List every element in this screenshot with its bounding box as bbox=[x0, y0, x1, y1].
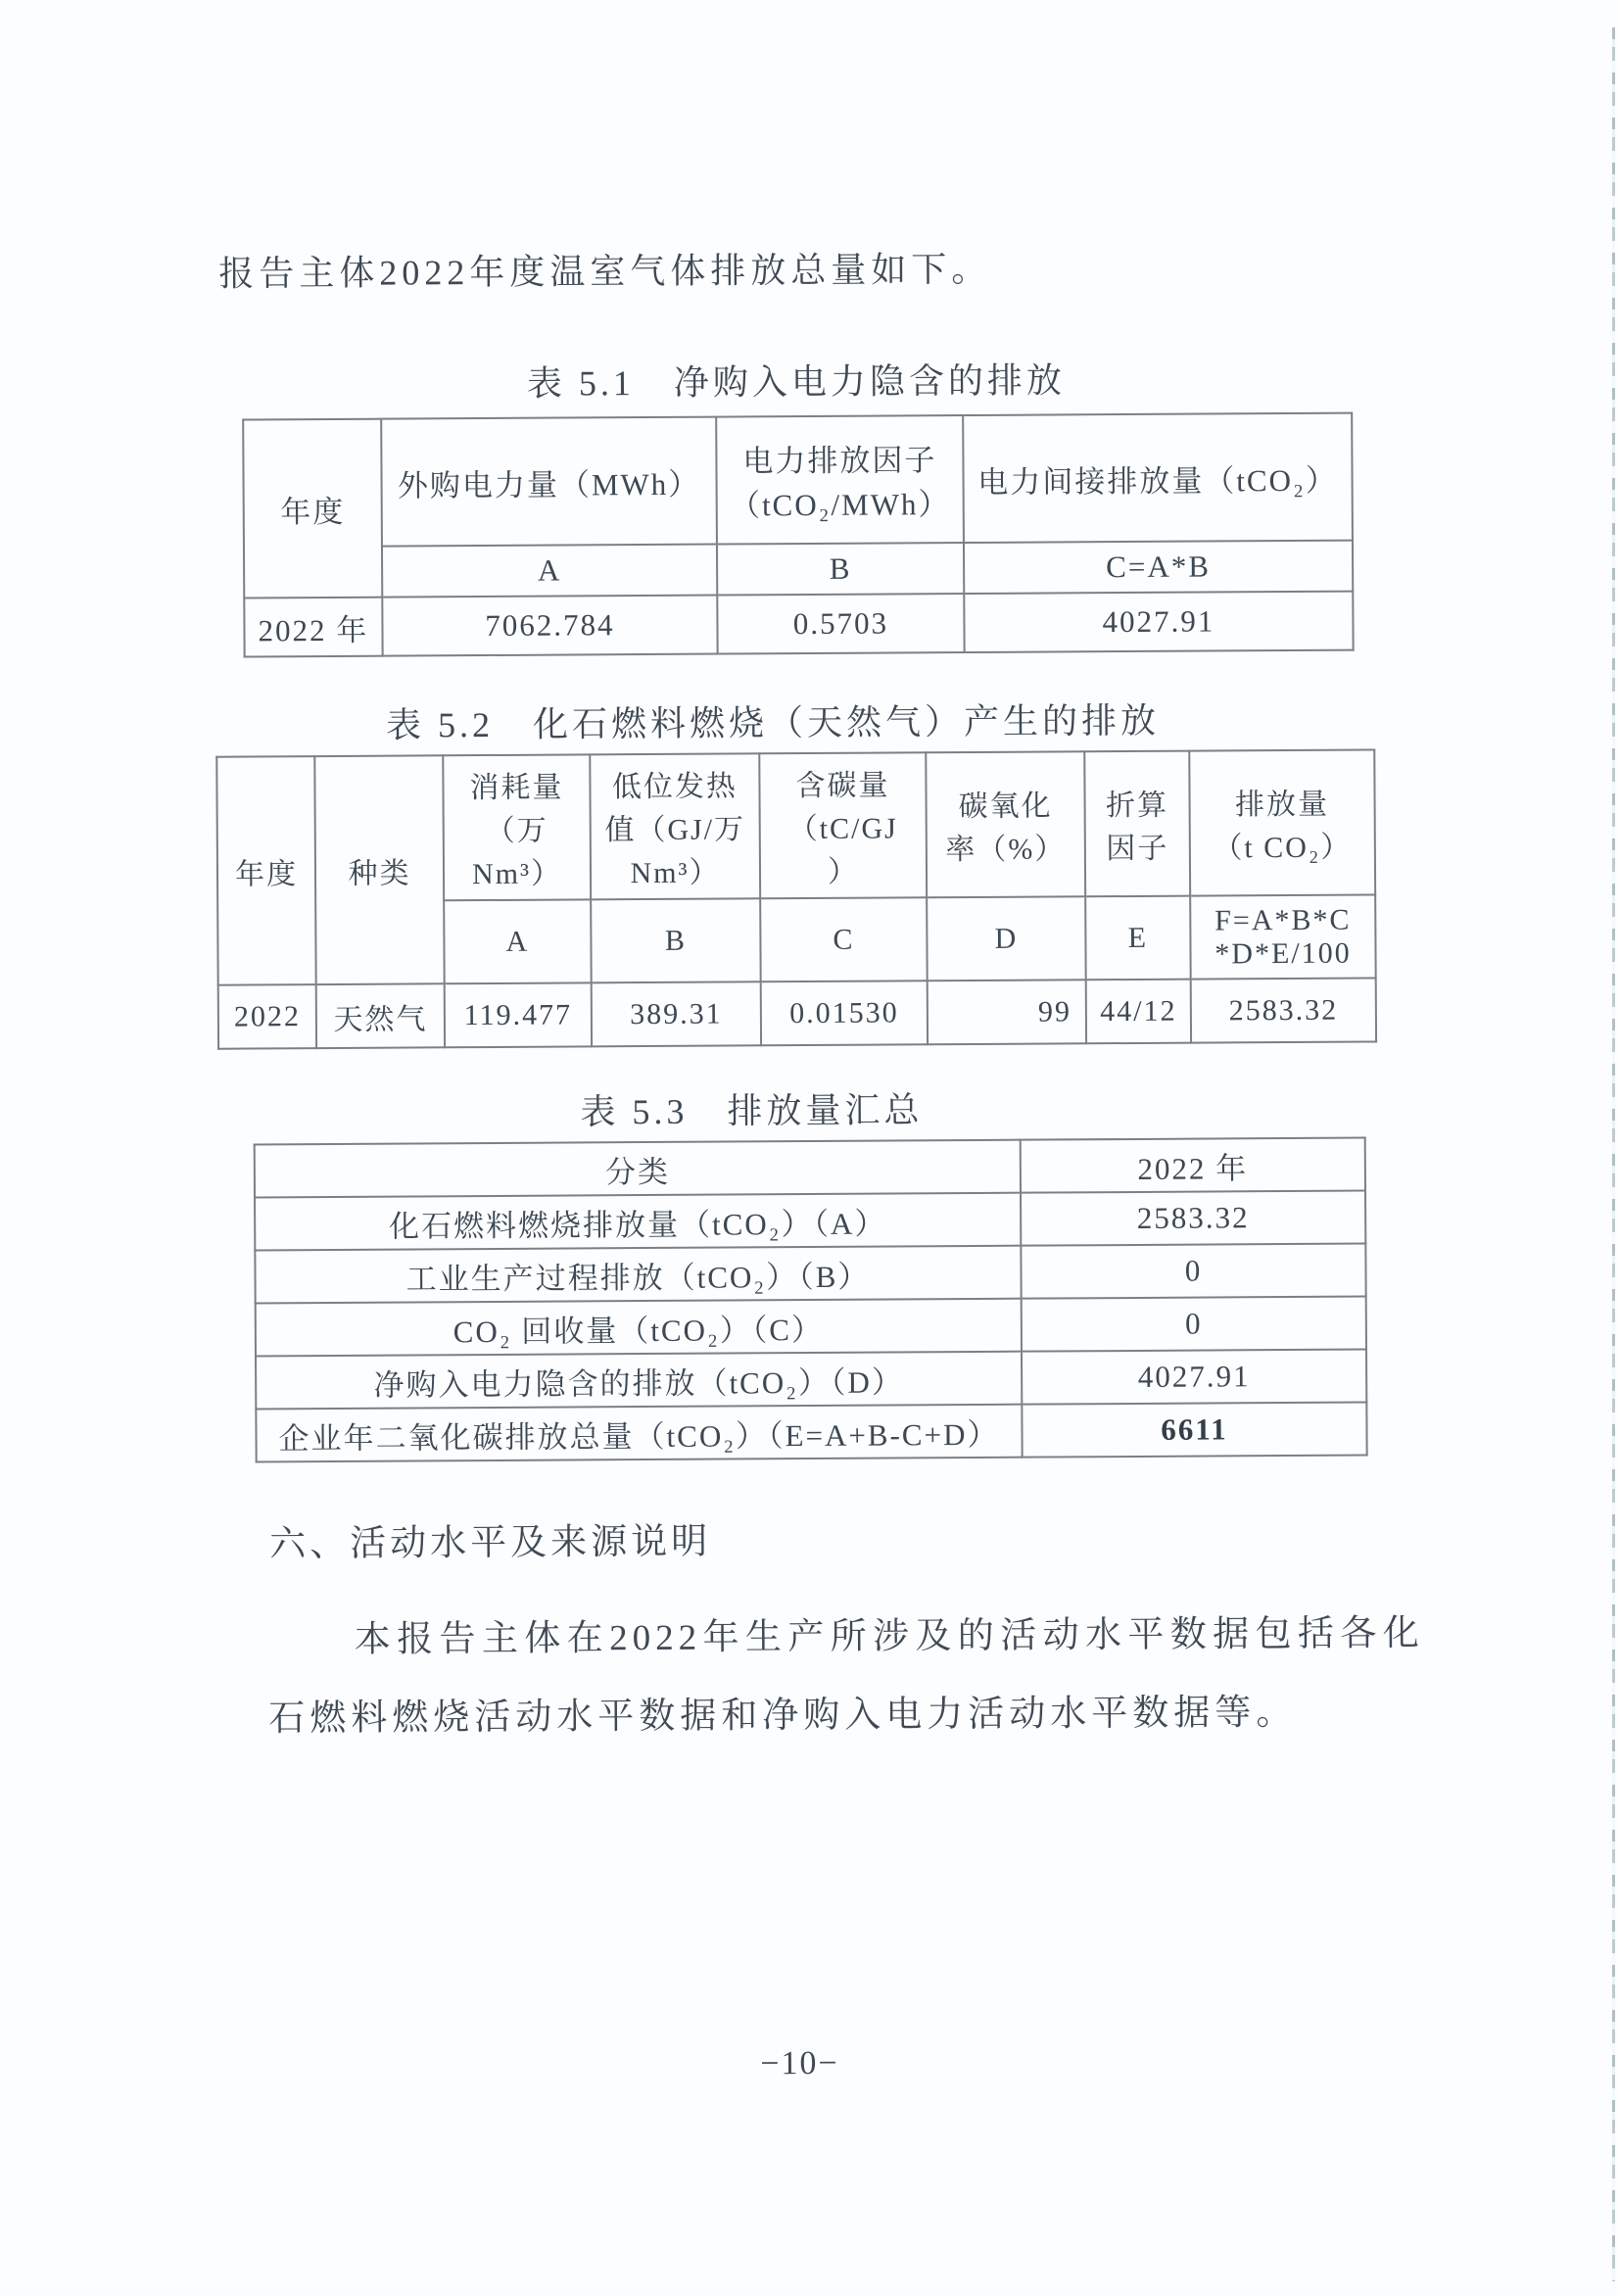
table-5-1-header-row bbox=[243, 413, 1353, 548]
header-cell-emission: 排放量 （t CO₂） bbox=[1189, 749, 1375, 895]
cell-carbon-content-value: 0.01530 bbox=[761, 981, 928, 1045]
intro-text: 报告主体2022年度温室气体排放总量如下。 bbox=[218, 249, 992, 294]
table-row bbox=[255, 1191, 1365, 1251]
table-5-2-caption: 表 5.2 化石燃料燃烧（天然气）产生的排放 bbox=[385, 700, 1161, 745]
cell-industrial-process-value: 0 bbox=[1021, 1244, 1365, 1299]
table-5-3-caption: 表 5.3 排放量汇总 bbox=[580, 1090, 924, 1132]
scan-edge-artifact bbox=[1612, 27, 1615, 2281]
header-cell-category: 分类 bbox=[255, 1140, 1021, 1198]
subheader-cell-a: A bbox=[382, 545, 717, 598]
cell-net-electricity-value: 4027.91 bbox=[1022, 1350, 1366, 1405]
header-cell-indirect-emission: 电力间接排放量（tCO₂） bbox=[963, 413, 1353, 543]
table-5-3 bbox=[254, 1137, 1368, 1463]
subheader-cell-c: C bbox=[760, 897, 928, 981]
subheader-cell-e: E bbox=[1085, 896, 1191, 981]
header-cell-emission-factor: 电力排放因子 （tCO₂/MWh） bbox=[716, 415, 964, 545]
subheader-cell-b: B bbox=[717, 543, 964, 596]
cell-co2-recovery-label: CO₂ 回收量（tCO₂）（C） bbox=[256, 1299, 1022, 1357]
table-5-2 bbox=[215, 748, 1377, 1049]
table-row bbox=[256, 1297, 1366, 1357]
header-cell-carbon-content: 含碳量 （tC/GJ ） bbox=[759, 752, 927, 898]
subheader-cell-b: B bbox=[591, 898, 761, 982]
table-row bbox=[255, 1244, 1365, 1304]
header-cell-year: 年度 bbox=[216, 756, 315, 985]
table-row bbox=[256, 1350, 1366, 1410]
cell-purchased-value: 7062.784 bbox=[382, 596, 717, 656]
subheader-cell-f: F=A*B*C *D*E/100 bbox=[1190, 894, 1376, 979]
header-cell-heating-value: 低位发热 值（GJ/万 Nm³） bbox=[590, 753, 760, 899]
subheader-cell-a: A bbox=[444, 899, 592, 983]
table-5-1-subheader-row bbox=[244, 541, 1353, 598]
table-row bbox=[256, 1403, 1366, 1462]
header-cell-purchased-electricity: 外购电力量（MWh） bbox=[381, 417, 717, 547]
cell-emission-value: 2583.32 bbox=[1191, 978, 1376, 1042]
cell-year-value: 2022 年 bbox=[244, 598, 382, 657]
cell-fuel-type-value: 天然气 bbox=[316, 983, 445, 1048]
table-5-1-caption: 表 5.1 净购入电力隐含的排放 bbox=[526, 360, 1067, 404]
table-5-1-data-row bbox=[244, 592, 1353, 657]
cell-indirect-value: 4027.91 bbox=[964, 592, 1353, 652]
cell-oxidation-rate-value: 99 bbox=[928, 980, 1086, 1044]
page-number: −10− bbox=[760, 2044, 839, 2082]
subheader-cell-c: C=A*B bbox=[964, 541, 1353, 594]
table-5-3-header-row bbox=[255, 1138, 1365, 1198]
header-cell-year-2022: 2022 年 bbox=[1021, 1138, 1365, 1193]
cell-heating-value: 389.31 bbox=[592, 981, 761, 1046]
table-5-2-data-row bbox=[218, 978, 1376, 1048]
section-6-heading: 六、活动水平及来源说明 bbox=[269, 1521, 712, 1565]
cell-fossil-fuel-value: 2583.32 bbox=[1021, 1191, 1365, 1246]
cell-co2-recovery-value: 0 bbox=[1022, 1297, 1366, 1352]
cell-industrial-process-label: 工业生产过程排放（tCO₂）（B） bbox=[255, 1246, 1021, 1304]
subheader-cell-d: D bbox=[927, 896, 1086, 981]
header-cell-consumption: 消耗量 （万 Nm³） bbox=[443, 754, 591, 900]
section-6-paragraph: 本报告主体在2022年生产所涉及的活动水平数据包括各化石燃料燃烧活动水平数据和净购入电力活动水平数据等。 bbox=[268, 1613, 1424, 1740]
cell-total-emission-label: 企业年二氧化碳排放总量（tCO₂）（E=A+B-C+D） bbox=[256, 1405, 1022, 1462]
cell-factor-value: 0.5703 bbox=[717, 594, 964, 654]
header-cell-fuel-type: 种类 bbox=[314, 755, 444, 984]
cell-year-value: 2022 bbox=[218, 984, 316, 1049]
header-cell-year: 年度 bbox=[243, 419, 382, 598]
table-5-2-header-row bbox=[216, 749, 1375, 901]
table-5-1 bbox=[242, 412, 1354, 658]
header-cell-conversion-factor: 折算 因子 bbox=[1084, 751, 1190, 897]
cell-conversion-factor-value: 44/12 bbox=[1086, 980, 1191, 1044]
header-cell-oxidation-rate: 碳氧化 率（%） bbox=[926, 751, 1085, 897]
cell-fossil-fuel-label: 化石燃料燃烧排放量（tCO₂）（A） bbox=[255, 1193, 1021, 1251]
cell-consumption-value: 119.477 bbox=[445, 982, 592, 1047]
cell-net-electricity-label: 净购入电力隐含的排放（tCO₂）（D） bbox=[256, 1352, 1022, 1410]
cell-total-emission-value: 6611 bbox=[1022, 1403, 1366, 1458]
